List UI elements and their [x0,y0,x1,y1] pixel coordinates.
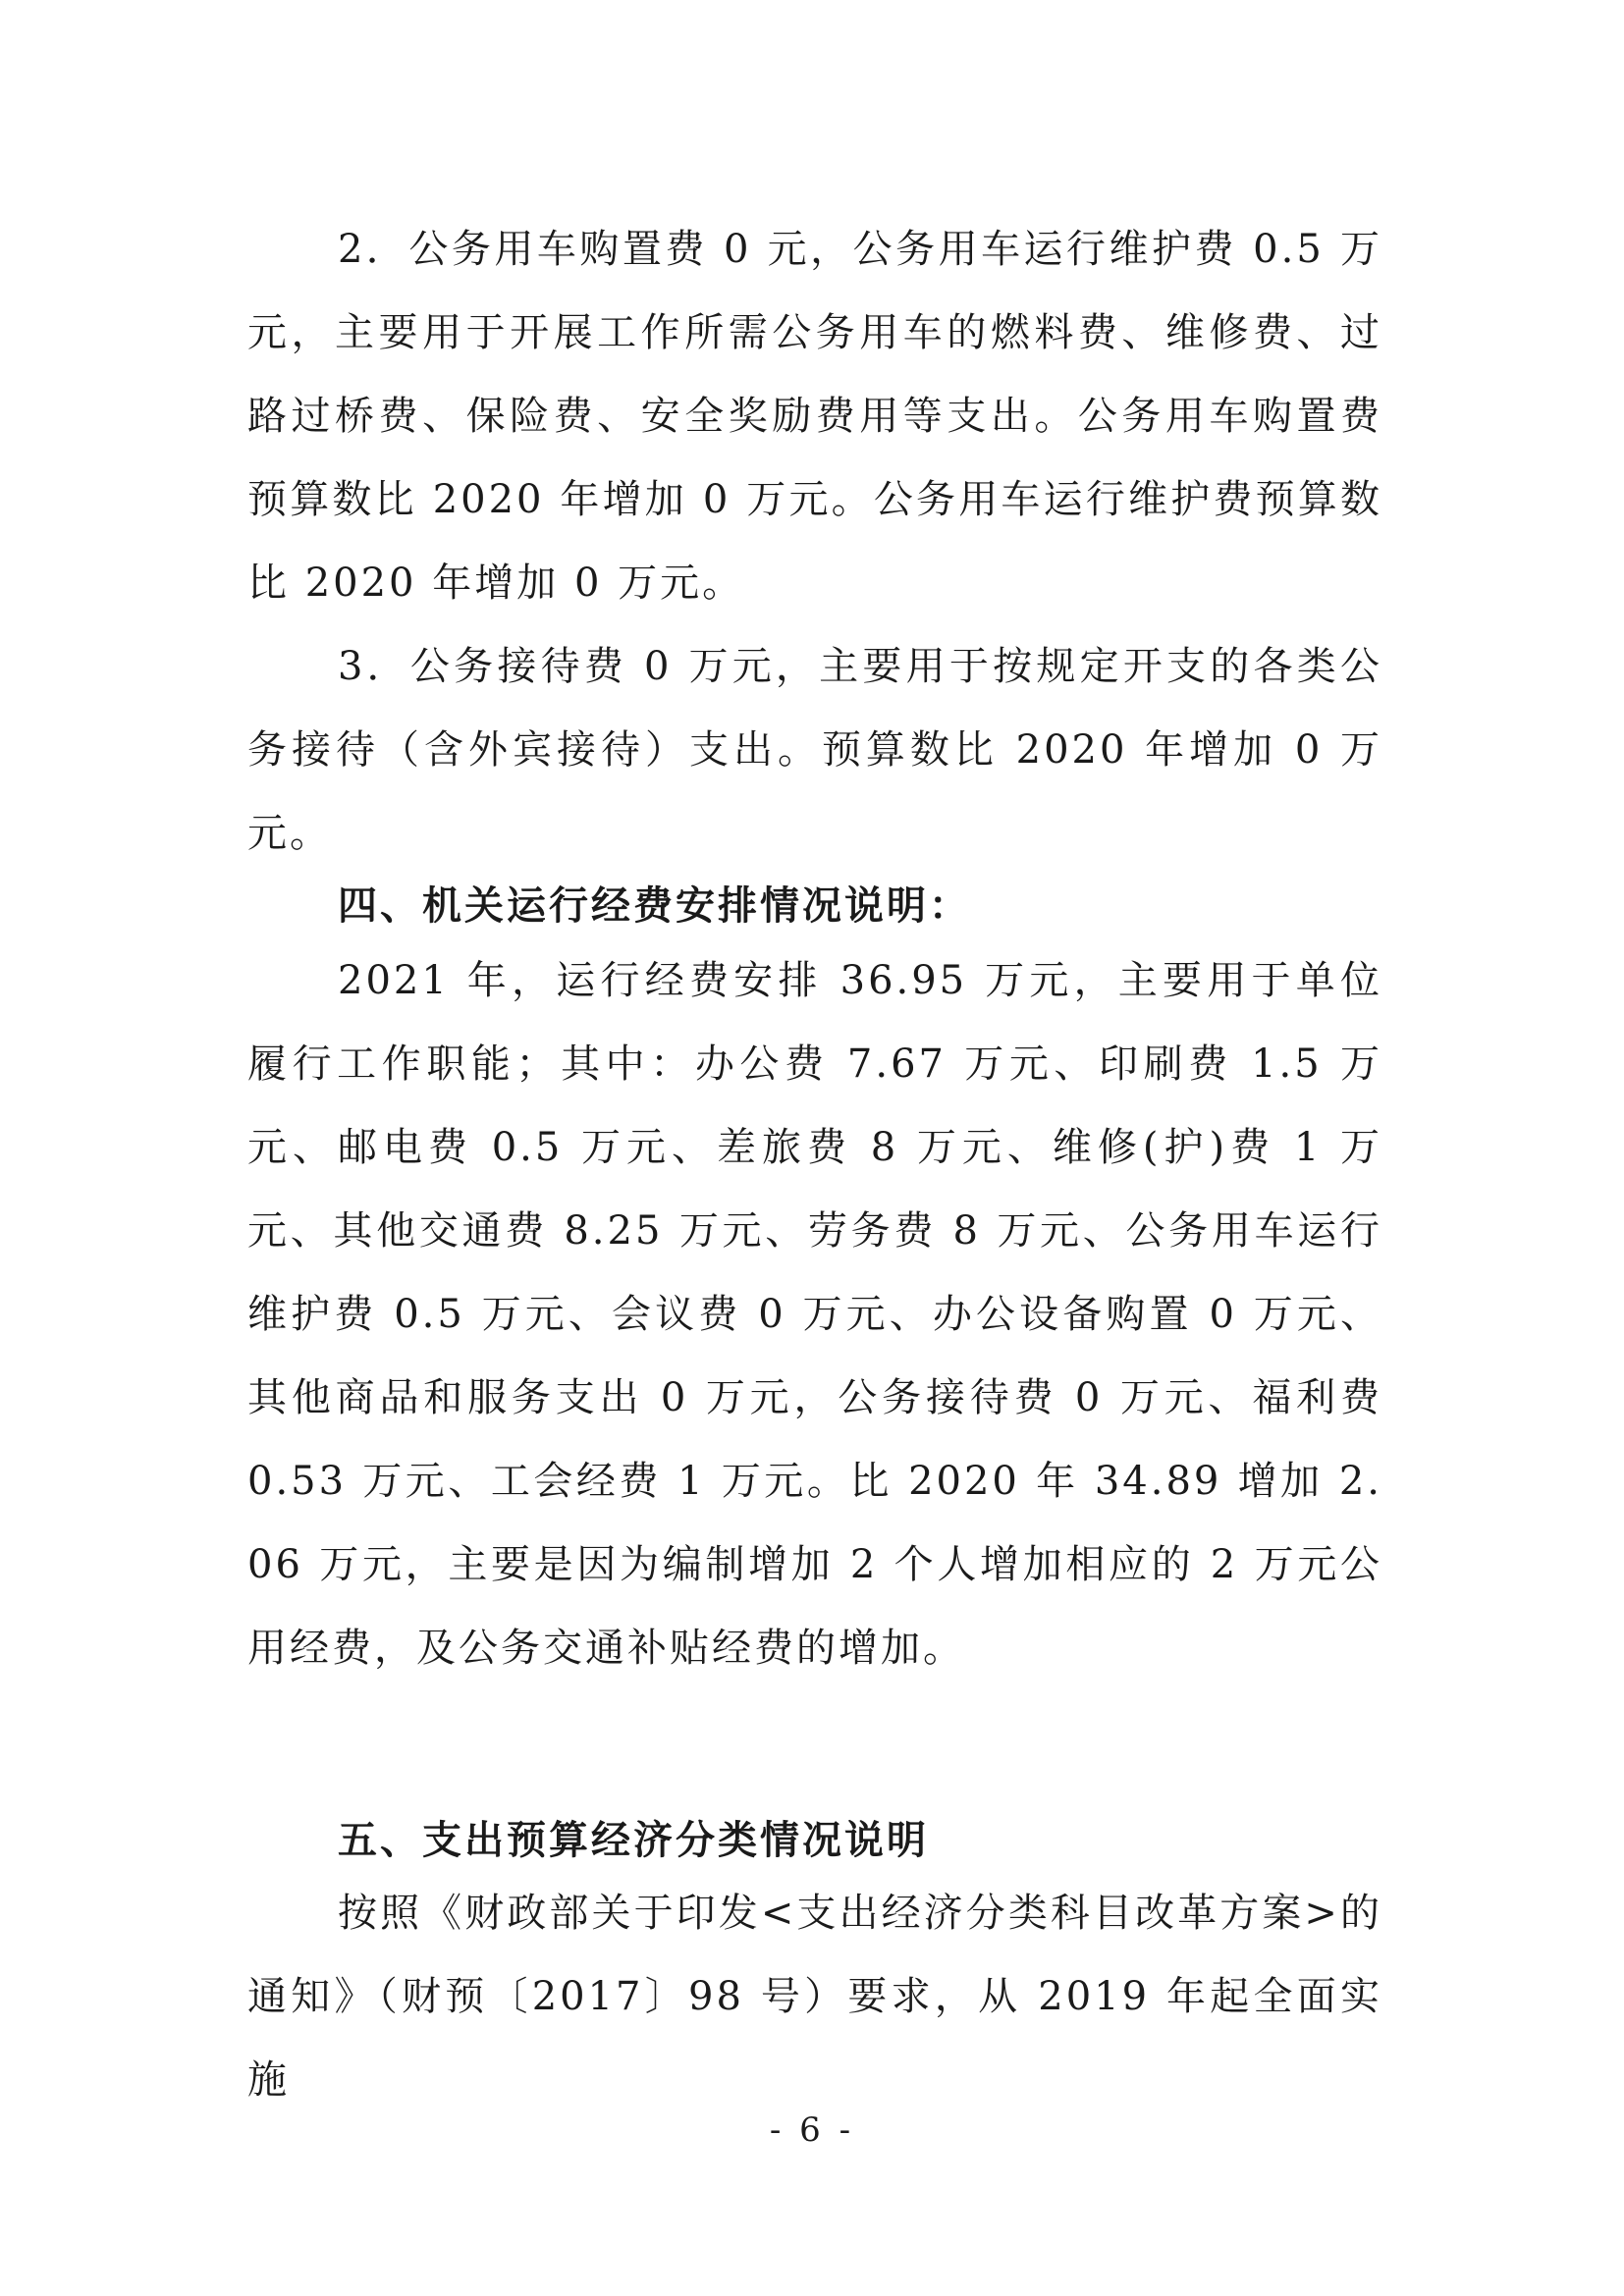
paragraph-reception-expenses: 3．公务接待费 0 万元，主要用于按规定开支的各类公务接待（含外宾接待）支出。预算数比 2020 年增加 0 万元。 [247,644,1382,856]
section-heading-economic-classification: 五、支出预算经济分类情况说明 [338,1818,929,1863]
paragraph-operating-funds: 2021 年，运行经费安排 36.95 万元，主要用于单位履行工作职能；其中：办公费 7.67 万元、印刷费 1.5 万元、邮电费 0.5 万元、差旅费 8 万元、维修(护)费 1 万元、其他交通费 8.25 万元、劳务费 8 万元、公务用车运行维护费 0.5 万元、会议费 0 万元、办公设备购置 0 万元、其他商品和服务支出 0 万元，公务接待费 0 万元、福利费 0.53 万元、工会经费 1 万元。比 2020 年 34.89 增加 2.06 万元，主要是因为编制增加 2 个人增加相应的 2 万元公用经费，及公务交通补贴经费的增加。 [247,958,1382,1671]
paragraph-economic-classification: 按照《财政部关于印发<支出经济分类科目改革方案>的通知》（财预〔2017〕98 号）要求，从 2019 年起全面实施 [247,1891,1382,2103]
page-number: - 6 - [769,2110,855,2150]
section-heading-operating-funds: 四、机关运行经费安排情况说明： [338,883,971,929]
paragraph-vehicle-expenses: 2．公务用车购置费 0 元，公务用车运行维护费 0.5 万元，主要用于开展工作所需公务用车的燃料费、维修费、过路过桥费、保险费、安全奖励费用等支出。公务用车购置费预算数比 2020 年增加 0 万元。公务用车运行维护费预算数比 2020 年增加 0 万元。 [247,227,1382,606]
